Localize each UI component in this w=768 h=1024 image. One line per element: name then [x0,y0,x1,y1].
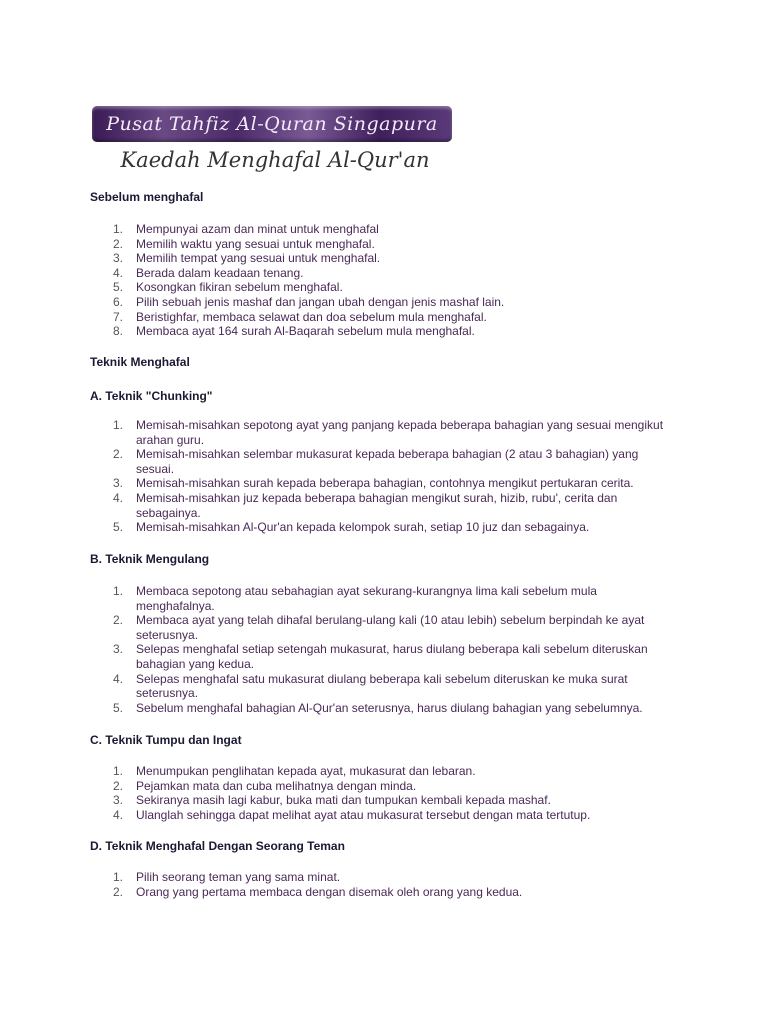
numbered-list [113,764,673,822]
list-number: 4. [113,807,124,822]
list-item [113,870,673,885]
list-number: 1. [113,584,124,598]
numbered-list [113,222,673,339]
list-item [113,613,673,642]
section-heading: D. Teknik Menghafal Dengan Seorang Teman [90,839,345,853]
list-item-text: Memilih tempat yang sesuai untuk menghafal. [136,251,381,266]
list-item [113,280,673,295]
list-item [113,447,673,476]
list-item [113,642,673,671]
list-number: 5. [113,700,124,715]
list-item-text: Pilih sebuah jenis mashaf dan jangan ubah dengan jenis mashaf lain. [136,294,505,309]
list-item-text: Orang yang pertama membaca dengan disemak oleh orang yang kedua. [136,884,523,899]
list-number: 6. [113,294,124,309]
section-heading: Sebelum menghafal [90,190,204,204]
list-number: 3. [113,476,124,491]
list-item [113,491,673,520]
list-item-text: Memilih waktu yang sesuai untuk menghafal. [136,236,375,251]
list-item [113,808,673,823]
list-number: 3. [113,642,124,657]
list-item-text: Memisah-misahkan selembar mukasurat kepada beberapa bahagian (2 atau 3 bahagian) yang sesuai. [136,447,639,476]
list-item [113,764,673,779]
list-number: 1. [113,222,124,236]
list-item [113,520,673,535]
list-item [113,793,673,808]
list-item [113,310,673,325]
list-number: 4. [113,671,124,686]
list-item [113,584,673,613]
list-item [113,324,673,339]
list-item-text: Sekiranya masih lagi kabur, buka mati dan tumpukan kembali kepada mashaf. [136,793,551,808]
section-heading: A. Teknik "Chunking" [90,389,213,403]
list-item-text: Memisah-misahkan juz kepada beberapa bahagian mengikut surah, hizib, rubu', cerita dan sebagainya. [136,490,618,520]
list-item-text: Selepas menghafal satu mukasurat diulang beberapa kali sebelum diteruskan ke muka surat seterusnya. [136,671,628,701]
numbered-list [113,870,673,899]
list-number: 2. [113,447,124,462]
section-heading: Teknik Menghafal [90,355,190,369]
section-heading: C. Teknik Tumpu dan Ingat [90,733,242,747]
list-number: 5. [113,280,124,295]
list-item [113,222,673,237]
document-subtitle: Kaedah Menghafal Al-Qur'an [120,148,430,172]
list-number: 7. [113,309,124,324]
list-item [113,476,673,491]
list-item-text: Selepas menghafal setiap setengah mukasurat, harus diulang beberapa kali sebelum diteruskan bahagian yang kedua. [136,642,648,671]
list-number: 3. [113,251,124,266]
list-number: 1. [113,418,124,432]
list-item-text: Membaca ayat 164 surah Al-Baqarah sebelum mula menghafal. [136,324,475,339]
list-number: 4. [113,490,124,505]
list-item-text: Beristighfar, membaca selawat dan doa sebelum mula menghafal. [136,309,487,324]
list-item-text: Mempunyai azam dan minat untuk menghafal [136,222,379,236]
list-item-text: Pilih seorang teman yang sama minat. [136,870,341,884]
list-number: 2. [113,236,124,251]
list-item [113,237,673,252]
list-item-text: Menumpukan penglihatan kepada ayat, mukasurat dan lebaran. [136,764,476,778]
list-item [113,251,673,266]
section-heading: B. Teknik Mengulang [90,552,210,566]
list-item-text: Berada dalam keadaan tenang. [136,265,304,280]
list-item-text: Kosongkan fikiran sebelum menghafal. [136,280,343,295]
list-number: 2. [113,884,124,899]
list-item [113,672,673,701]
list-number: 3. [113,793,124,808]
list-number: 5. [113,520,124,535]
list-item-text: Memisah-misahkan sepotong ayat yang panjang kepada beberapa bahagian yang sesuai mengikut arahan guru. [136,418,664,447]
list-number: 2. [113,778,124,793]
list-item-text: Memisah-misahkan Al-Qur'an kepada kelompok surah, setiap 10 juz dan sebagainya. [136,520,590,535]
numbered-list [113,584,673,715]
list-item-text: Sebelum menghafal bahagian Al-Qur'an seterusnya, harus diulang bahagian yang sebelumnya. [136,700,643,715]
list-item [113,779,673,794]
list-number: 8. [113,324,124,339]
banner-title: Pusat Tahfiz Al-Quran Singapura [92,106,452,142]
list-number: 4. [113,265,124,280]
list-item [113,418,673,447]
numbered-list [113,418,673,535]
list-item-text: Membaca ayat yang telah dihafal berulang-ulang kali (10 atau lebih) sebelum berpindah ke ayat seterusnya. [136,613,645,642]
list-number: 1. [113,870,124,884]
list-number: 1. [113,764,124,778]
list-item [113,295,673,310]
list-item-text: Ulanglah sehingga dapat melihat ayat atau mukasurat tersebut dengan mata tertutup. [136,807,591,822]
list-number: 2. [113,613,124,628]
list-item-text: Pejamkan mata dan cuba melihatnya dengan minda. [136,778,417,793]
list-item [113,701,673,716]
list-item [113,266,673,281]
list-item-text: Memisah-misahkan surah kepada beberapa bahagian, contohnya mengikut pertukaran cerita. [136,476,634,491]
list-item-text: Membaca sepotong atau sebahagian ayat sekurang-kurangnya lima kali sebelum mula menghafalnya. [136,584,597,613]
list-item [113,885,673,900]
